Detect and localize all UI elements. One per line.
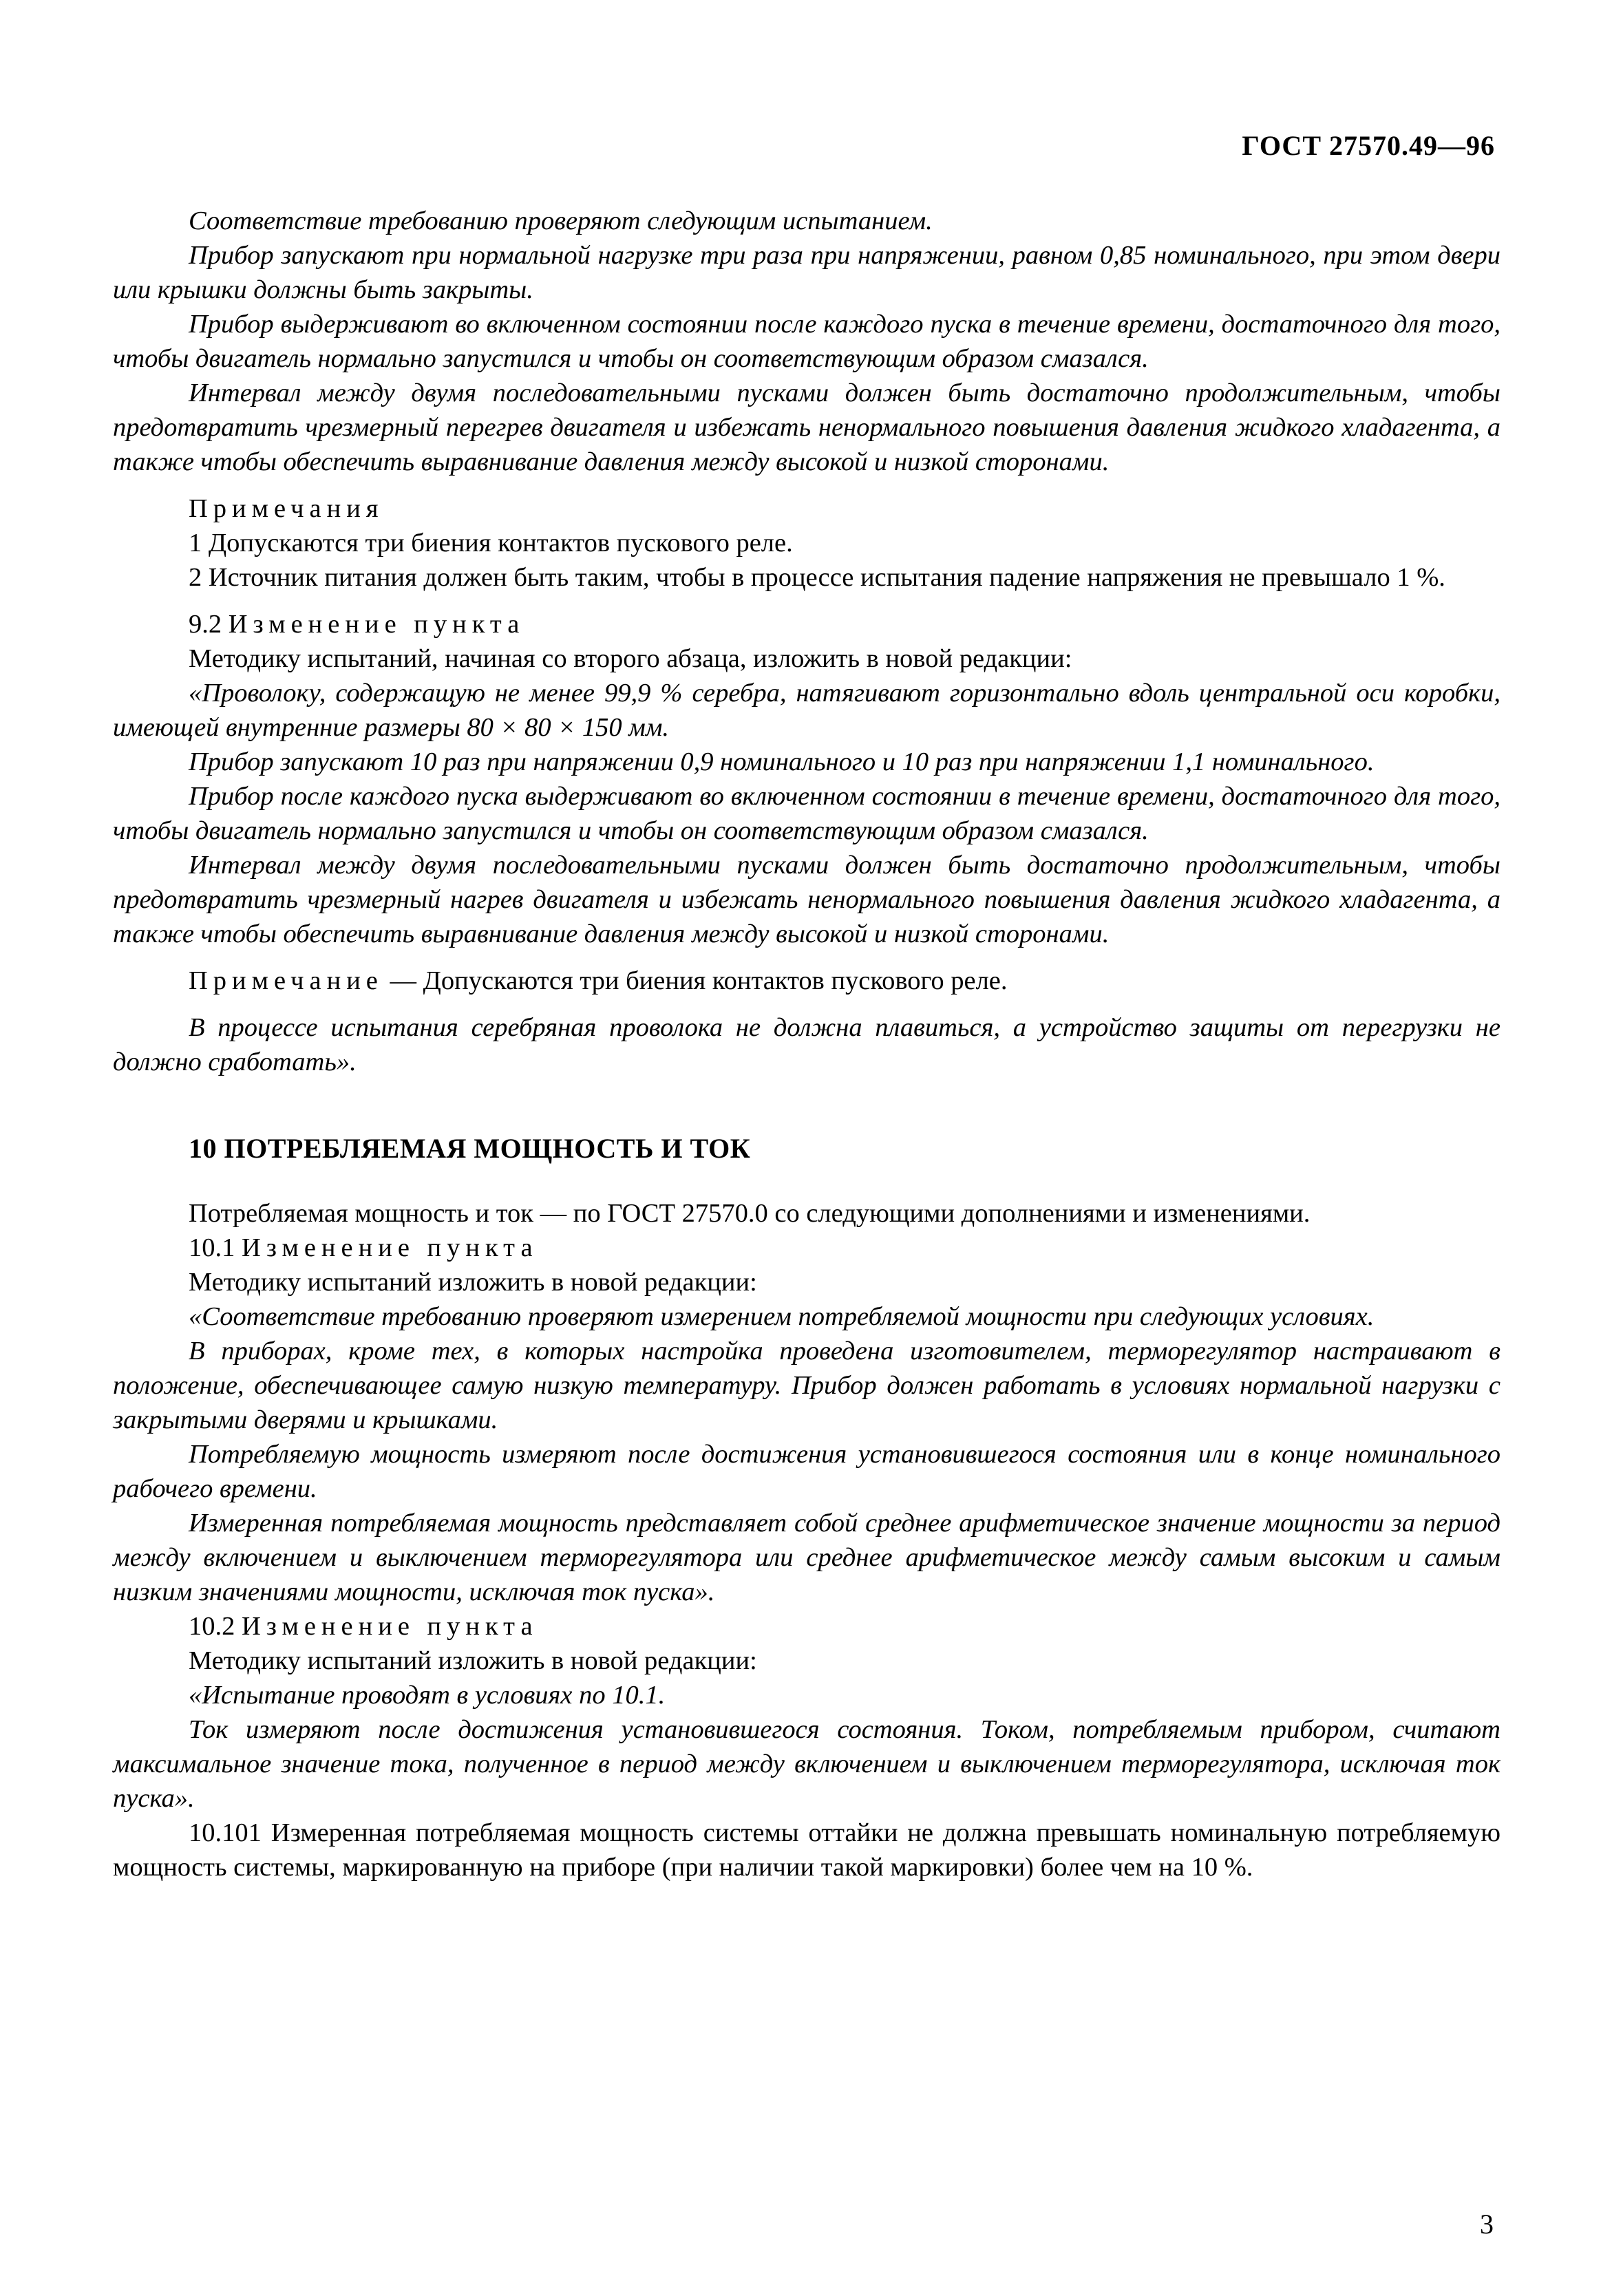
paragraph: Интервал между двумя последовательными пусками должен быть достаточно продолжительным, чтобы предотвратить чрезмерный перегрев двигателя и избежать ненормального повышения давления жидкого хладагента, а также чтобы обеспечить выравнивание давления между высокой и низкой сторонами.: [113, 379, 1500, 476]
note-text: — Допускаются три биения контактов пускового реле.: [383, 966, 1008, 995]
clause-number: 10.2: [189, 1612, 235, 1641]
paragraph: В процессе испытания серебряная проволока не должна плавиться, а устройство защиты от перегрузки не должно сработать».: [113, 1013, 1500, 1076]
paragraph: Соответствие требованию проверяют следующим испытанием.: [189, 206, 933, 235]
paragraph: 10.101 Измеренная потребляемая мощность системы оттайки не должна превышать номинальную потребляемую мощность системы, маркированную на приборе (при наличии такой маркировки) более чем на 10 %.: [113, 1818, 1500, 1882]
clause-title: Изменение пункта: [242, 1612, 538, 1641]
paragraph: Интервал между двумя последовательными пусками должен быть достаточно продолжительным, чтобы предотвратить чрезмерный нагрев двигателя и избежать ненормального повышения давления жидкого хладагента, а также чтобы обеспечить выравнивание давления между высокой и низкой сторонами.: [113, 851, 1500, 948]
paragraph: Потребляемая мощность и ток — по ГОСТ 27570.0 со следующими дополнениями и изменениями.: [189, 1199, 1311, 1228]
paragraph: Прибор запускают при нормальной нагрузке три раза при напряжении, равном 0,85 номинального, при этом двери или крышки должны быть закрыты.: [113, 241, 1500, 304]
paragraph: Потребляемую мощность измеряют после достижения установившегося состояния или в конце номинального рабочего времени.: [113, 1440, 1500, 1503]
notes-heading: Примечания: [189, 494, 384, 523]
note-item: 2 Источник питания должен быть таким, чтобы в процессе испытания падение напряжения не превышало 1 %.: [189, 563, 1445, 592]
clause-title: Изменение пункта: [242, 1233, 538, 1262]
clause-number: 10.1: [189, 1233, 235, 1262]
paragraph: «Соответствие требованию проверяют измерением потребляемой мощности при следующих условиях.: [189, 1302, 1375, 1331]
note-item: 1 Допускаются три биения контактов пускового реле.: [189, 529, 793, 557]
paragraph: Прибор после каждого пуска выдерживают во включенном состоянии в течение времени, достаточного для того, чтобы двигатель нормально запустился и чтобы он соответствующим образом смазался.: [113, 782, 1500, 845]
paragraph: «Проволоку, содержащую не менее 99,9 % серебра, натягивают горизонтально вдоль центральной оси коробки, имеющей внутренние размеры 80 × 80 × 150 мм.: [113, 679, 1500, 742]
paragraph: Прибор запускают 10 раз при напряжении 0,9 номинального и 10 раз при напряжении 1,1 номинального.: [189, 747, 1375, 776]
section-heading: 10 ПОТРЕБЛЯЕМАЯ МОЩНОСТЬ И ТОК: [189, 1133, 751, 1164]
clause-heading: [113, 1609, 1500, 1644]
page-number: 3: [1480, 2209, 1494, 2240]
page-body: [113, 204, 1500, 1884]
paragraph: Методику испытаний изложить в новой редакции:: [189, 1646, 757, 1675]
paragraph: Методику испытаний изложить в новой редакции:: [189, 1268, 757, 1297]
paragraph: В приборах, кроме тех, в которых настройка проведена изготовителем, терморегулятор настраивают в положение, обеспечивающее самую низкую температуру. Прибор должен работать в условиях нормальной нагрузки с закрытыми дверями и крышками.: [113, 1337, 1500, 1434]
clause-title: Изменение пункта: [228, 610, 525, 639]
clause-heading: [113, 607, 1500, 641]
clause-heading: [113, 1231, 1500, 1265]
paragraph: Прибор выдерживают во включенном состоянии после каждого пуска в течение времени, достаточного для того, чтобы двигатель нормально запустился и чтобы он соответствующим образом смазался.: [113, 310, 1500, 373]
paragraph: Методику испытаний, начиная со второго абзаца, изложить в новой редакции:: [189, 644, 1072, 673]
clause-number: 9.2: [189, 610, 222, 639]
paragraph: «Испытание проводят в условиях по 10.1.: [189, 1681, 666, 1710]
note-line: [113, 964, 1500, 998]
document-code: ГОСТ 27570.49—96: [1242, 130, 1495, 161]
paragraph: Ток измеряют после достижения установившегося состояния. Током, потребляемым прибором, считают максимальное значение тока, полученное в период между включением и выключением терморегулятора, исключая ток пуска».: [113, 1715, 1500, 1813]
note-label: Примечание: [189, 966, 383, 995]
paragraph: Измеренная потребляемая мощность представляет собой среднее арифметическое значение мощности за период между включением и выключением терморегулятора или среднее арифметическое между самым высоким и самым низким значениями мощности, исключая ток пуска».: [113, 1509, 1500, 1606]
